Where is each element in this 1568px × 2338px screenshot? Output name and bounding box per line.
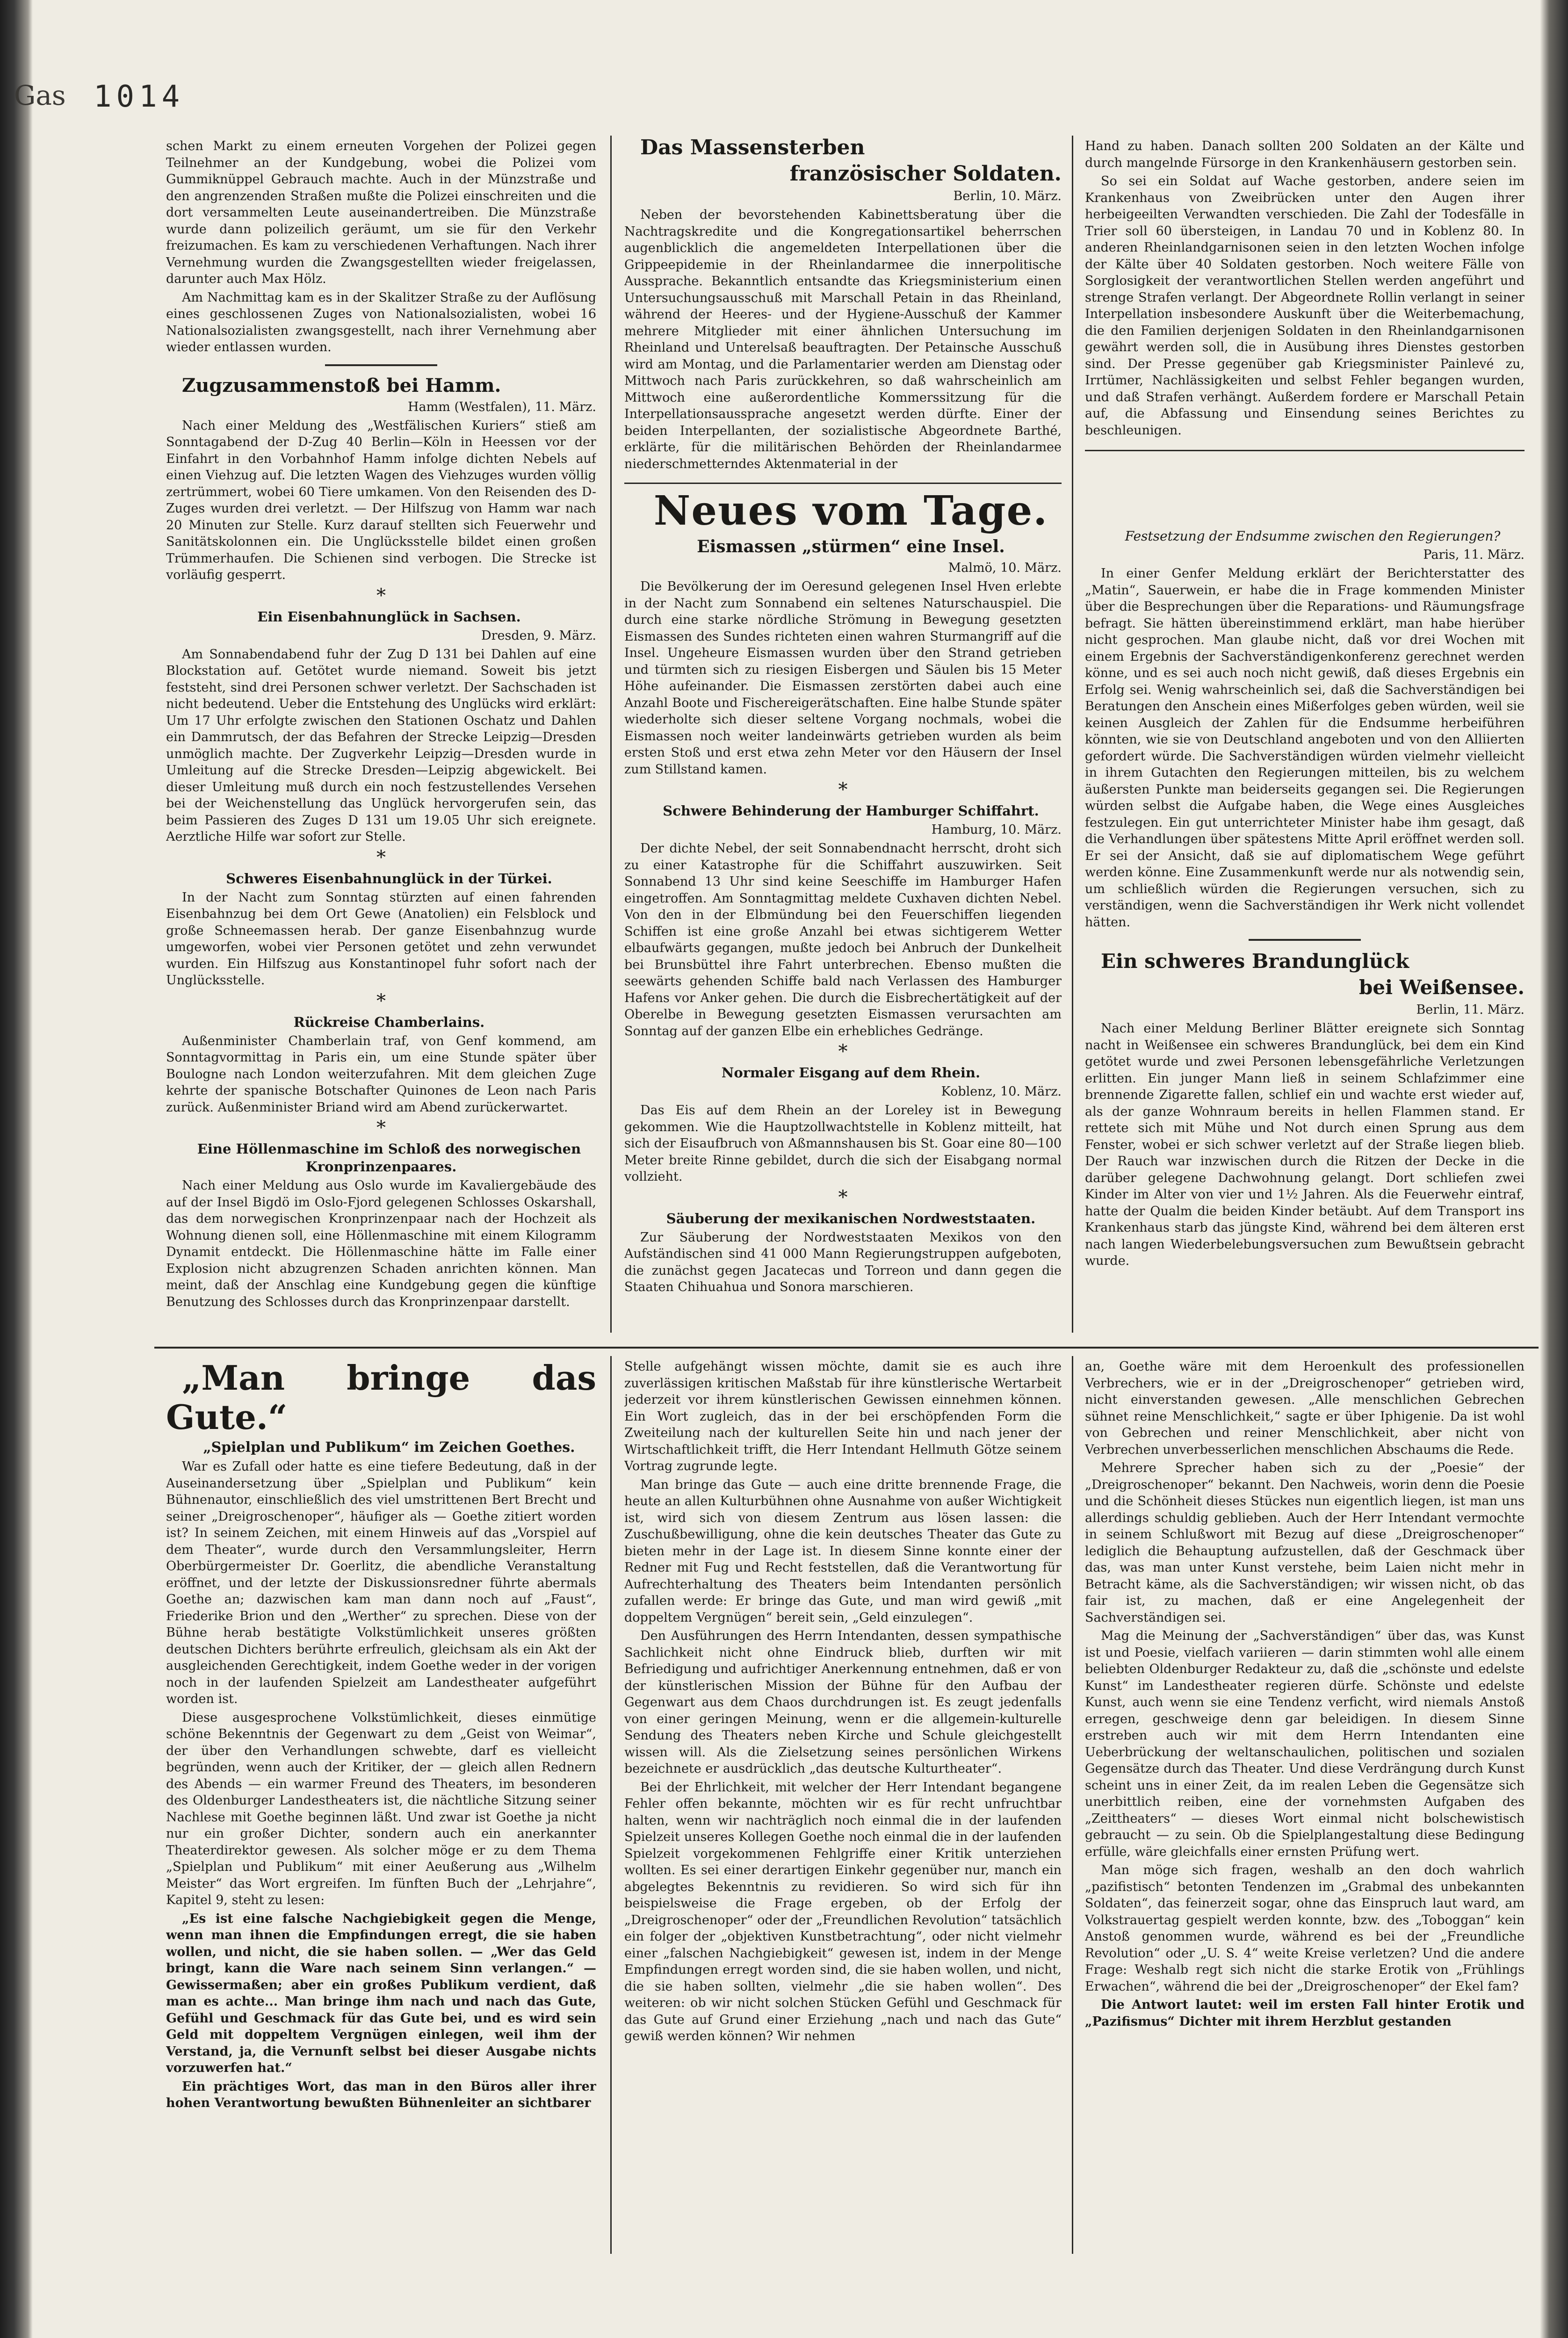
feuilleton-column-1 — [166, 1358, 596, 2275]
headline-endsumme: Festsetzung der Endsumme zwischen den Regierungen? — [1125, 528, 1501, 544]
article-paragraph: Nach einer Meldung Berliner Blätter ereignete sich Sonntag nacht in Weißensee ein schweres Brandunglück, bei dem ein Kind getötet wurde und zwei Personen lebensgefährliche Verletzungen erlitten. Ein junger Mann ließ in seinem Schlafzimmer eine brennende Zigarette fallen, schlief ein und wachte erst wieder auf, als der ganze Wohnraum bereits in hellen Flammen stand. Er rettete sich mit Mühe und Not durch einen Sprung aus dem Fenster, wobei er sich schwer verletzt auf der Straße liegen blieb. Der Rauch war inzwischen durch die Ritzen der Decke in die darüber gelegene Dachwohnung gelangt. Dort schliefen zwei Kinder im Alter von vier und 1½ Jahren. Als die Feuerwehr eintraf, hatte der Qualm die beiden Kinder betäubt. Auf dem Transport ins Krankenhaus starb das jüngste Kind, während bei dem älteren erst nach langen Wiederbelebungsversuchen zum Bewußtsein gebracht wurde. — [1085, 1021, 1525, 1268]
article-paragraph: War es Zufall oder hatte es eine tiefere Bedeutung, daß in der Auseinandersetzung über „Spielplan und Publikum“ kein Bühnenautor, einschließlich des viel umstrittenen Bert Brecht und seiner „Dreigroschenoper“, häufiger als — Goethe zitiert worden ist? In seinem Zeichen, mit einem Hinweis auf das „Vorspiel auf dem Theater“, wurde durch den Versammlungsleiter, Herrn Oberbürgermeister Dr. Goerlitz, die abendliche Veranstaltung eröffnet, und der letzte der Diskussionsredner führte abermals Goethe an; dazwischen kam man dann noch auf „Faust“, Friederike Brion und den „Werther“ zu sprechen. Diese von der Bühne herab bestätigte Volkstümlichkeit unseres größten deutschen Dichters berührte erfreulich, gleichsam als ein Akt der ausgleichenden Gerechtigkeit, indem Goethe weder in der vorigen noch in der laufenden Spielzeit am Landestheater aufgeführt worden ist. — [166, 1459, 596, 1706]
article-paragraph: Die Bevölkerung der im Oeresund gelegenen Insel Hven erlebte in der Nacht zum Sonnabend ein seltenes Naturschauspiel. Die durch eine starke nördliche Strömung in Bewegung gesetzten Eismassen des Sundes richteten einen wahren Sturmangriff auf die Insel. Ungeheure Eismassen wurden über den Strand getrieben und türmten sich zu riesigen Eisbergen und Säulen bis 15 Meter Höhe aufeinander. Die Eismassen zerstörten dabei auch eine Anzahl Boote und Fischereigerätschaften. Eine halbe Stunde später wiederholte sich dieser seltene Vorgang nochmals, wobei die Eismassen noch weiter landeinwärts getrieben wurden als beim ersten Stoß und erst etwa zehn Meter vor den Häusern der Insel zum Stillstand kamen. — [624, 579, 1062, 777]
article-paragraph: Nach einer Meldung des „Westfälischen Kuriers“ stieß am Sonntagabend der D-Zug 40 Berlin—Köln in Heessen vor der Einfahrt in den Vorbahnhof Hamm infolge dichten Nebels auf einen Viehzug auf. Die letzten Wagen des Viehzuges wurden völlig zertrümmert, wobei 60 Tiere umkamen. Von den Reisenden des D-Zuges wurden drei verletzt. — Der Hilfszug von Hamm war nach 20 Minuten zur Stelle. Kurz darauf stellten sich Feuerwehr und Sanitätskolonnen ein. Die Unglücksstelle bildet einen großen Trümmerhaufen. Die Schienen sind verbogen. Die Strecke ist vorläufig gesperrt. — [166, 418, 596, 582]
star-separator: * — [376, 1117, 386, 1139]
separator-rule — [1249, 939, 1361, 941]
dateline: Hamburg, 10. März. — [931, 823, 1062, 837]
article-paragraph: Mehrere Sprecher haben sich zu der „Poesie“ der „Dreigroschenoper“ bekannt. Den Nachweis, worin denn die Poesie und die Schönheit dieses Stückes nun eigentlich liegen, ist man uns allerdings schuldig geblieben. Auch der Herr Intendant vermochte in seinem Schlußwort mit Bezug auf diese „Dreigroschenoper“ lediglich die Behauptung aufzustellen, daß der Geschmack über das, was man unter Kunst verstehe, beim Laien nicht mehr in Betracht käme, als die Sachverständigen; wir wissen nicht, ob das fair ist, zu machen, daß er eine Angelegenheit der Sachverständigen sei. — [1085, 1461, 1525, 1625]
headline-brandunglueck-line2: bei Weißensee. — [1359, 976, 1525, 999]
dateline: Berlin, 11. März. — [1416, 1003, 1525, 1017]
star-separator: * — [838, 1186, 848, 1208]
edge-mark: Gas — [14, 79, 66, 111]
column-rule — [610, 136, 612, 1333]
separator-rule — [325, 364, 437, 366]
dateline: Malmö, 10. März. — [948, 561, 1062, 575]
article-paragraph: Das Eis auf dem Rhein an der Loreley ist in Bewegung gekommen. Wie die Hauptzollwachtstelle in Koblenz mitteilt, hat sich der Eisaufbruch von Aßmannshausen bis St. Goar eine 80—100 Meter breite Rinne gebildet, durch die sich der Eisabgang normal vollzieht. — [624, 1103, 1062, 1184]
headline-brandunglueck-line1: Ein schweres Brandunglück — [1101, 950, 1409, 973]
article-paragraph: Man bringe das Gute — auch eine dritte brennende Frage, die heute an allen Kulturbühnen ohne Ausnahme von außer Wichtigkeit ist, wird sich von diesem Zentrum aus lösen lassen: die Zuschußbewilligung, ohne die kein deutsches Theater das Gute zu bieten mehr in der Lage ist. In diesem Sinne konnte einer der Redner mit Fug und Recht feststellen, daß die Verantwortung für Aufrechterhaltung des Theaters beim Intendanten persönlich zufallen werde: Er bringe das Gute, und man wird gewiß „mit doppeltem Vergnügen“ bereit sein, „Geld einzulegen“. — [624, 1477, 1062, 1625]
section-rule — [1085, 450, 1525, 451]
article-paragraph: Mag die Meinung der „Sachverständigen“ über das, was Kunst ist und Poesie, vielfach variieren — darin stimmten wohl alle einem beliebten Oldenburger Redakteur zu, daß die „schönste und edelste Kunst“ im Landestheater regieren dürfe. Schönste und edelste Kunst, auch wenn sie eine Tendenz verficht, wird niemals Anstoß erregen, geschweige denn gar beleidigen. In diesem Sinne erstreben auch wir mit dem Herrn Intendanten eine Ueberbrückung der weltanschaulichen, politischen und sozialen Gegensätze durch das Theater. Und diese Verdrängung durch Kunst scheint uns in einer Zeit, da im realen Leben die Gegensätze sich unerbittlich reiben, eine der vornehmsten Aufgaben des „Zeittheaters“ — dieses Wort einmal nicht bolschewistisch gebraucht — zu sein. Ob die Spielplangestaltung diese Bedingung erfülle, wäre gleichfalls einer ernsten Prüfung wert. — [1085, 1629, 1525, 1859]
article-paragraph: Ein prächtiges Wort, das man in den Büros aller ihrer hohen Verantwortung bewußten Bühnenleiter an sichtbarer — [166, 2079, 596, 2110]
headline-hoellenmaschine: Eine Höllenmaschine im Schloß des norwegischen Kronprinzenpaares. — [197, 1141, 581, 1175]
article-paragraph: Außenminister Chamberlain traf, von Genf kommend, am Sonntagvormittag in Paris ein, um eine Stunde später über Boulogne nach London weiterzufahren. Mit dem gleichen Zuge kehrte der spanische Botschafter Quinones de Leon nach Paris zurück. Außenminister Briand wird am Abend zurückerwartet. — [166, 1033, 596, 1115]
headline-massensterben-line1: Das Massensterben — [640, 136, 865, 159]
star-separator: * — [376, 846, 386, 868]
dateline: Dresden, 9. März. — [481, 628, 596, 643]
article-paragraph: Zur Säuberung der Nordweststaaten Mexikos von den Aufständischen sind 41 000 Mann Regierungstruppen aufgeboten, die zunächst gegen Jacatecas und Torreon und dann gegen die Staaten Chihuahua und Sonora marschieren. — [624, 1230, 1062, 1294]
column-3 — [1085, 138, 1525, 1340]
column-rule — [1072, 136, 1073, 1333]
article-continuation: schen Markt zu einem erneuten Vorgehen der Polizei gegen Teilnehmer an der Kundgebung, wobei die Polizei vom Gummiknüppel Gebrauch machte. Auch in der Münzstraße und den angrenzenden Straßen mußte die Polizei einschreiten und die dort versammelten Leute auseinandertreiben. Die Münzstraße wurde dann polizeilich geräumt, um sie für den Verkehr freizumachen. Es kam zu verschiedenen Verhaftungen. Nach ihrer Vernehmung wurden die Zwangsgestellten wieder freigelassen, darunter auch Max Hölz. — [166, 139, 596, 286]
headline-mexiko: Säuberung der mexikanischen Nordweststaaten. — [666, 1210, 1036, 1227]
headline-hamburger-schiffahrt: Schwere Behinderung der Hamburger Schiffahrt. — [663, 803, 1039, 819]
feuilleton-subtitle: „Spielplan und Publikum“ im Zeichen Goethes. — [203, 1439, 575, 1456]
article-paragraph: Die Antwort lautet: weil im ersten Fall hinter Erotik und „Pazifismus“ Dichter mit ihrem Herzblut gestanden — [1085, 1998, 1525, 2029]
section-title-neues-vom-tage: Neues vom Tage. — [653, 487, 1048, 534]
dateline: Berlin, 10. März. — [953, 189, 1062, 203]
column-rule — [1072, 1356, 1073, 2254]
section-rule — [624, 483, 1062, 484]
dateline: Hamm (Westfalen), 11. März. — [408, 399, 596, 414]
column-2 — [624, 136, 1062, 1337]
feuilleton-column-3 — [1085, 1358, 1525, 2275]
page-number: 1014 — [94, 79, 185, 114]
feuilleton-column-2 — [624, 1358, 1062, 2275]
feuilleton-rule — [154, 1347, 1539, 1349]
headline-eismassen: Eismassen „stürmen“ eine Insel. — [697, 537, 1005, 556]
quotation: „Es ist eine falsche Nachgiebigkeit gegen die Menge, wenn man ihnen die Empfindungen erregt, die sie haben wollen, und nicht, die sie haben sollen. — „Wer das Geld bringt, kann die Ware nach seinem Sinn verlangen.“ — Gewissermaßen; aber ein großes Publikum verdient, daß man es achte... Man bringe ihm nach und nach das Gute, Gefühl und Geschmack für das Gute bei, und es wird sein Geld mit doppeltem Vergnügen einlegen, weil ihm der Verstand, ja, die Vernunft selbst bei dieser Ausgabe nichts vorzuwerfen hat.“ — [166, 1911, 596, 2075]
column-rule — [610, 1356, 612, 2254]
star-separator: * — [838, 1041, 848, 1062]
article-paragraph: Am Nachmittag kam es in der Skalitzer Straße zu der Auflösung eines geschlossenen Zuges von Nationalsozialisten, wobei 16 Nationalsozialisten zwangsgestellt, nach ihrer Vernehmung aber wieder entlassen wurden. — [166, 290, 596, 354]
article-paragraph: Stelle aufgehängt wissen möchte, damit sie es auch ihre zuverlässigen kritischen Maßstab für ihre künstlerische Wertarbeit jederzeit vor ihrem künstlerischen Gewissen einnehmen können. Ein Wort zugleich, das in der bei erschöpfenden Form die Zweiteilung nach der kulturellen Seite hin und nach jener der Wirtschaftlichkeit trifft, die Herr Intendant Hellmuth Götze seinem Vortrag zugrunde legte. — [624, 1359, 1062, 1473]
headline-massensterben-line2: französischer Soldaten. — [789, 162, 1062, 186]
dateline: Koblenz, 10. März. — [941, 1084, 1062, 1099]
article-paragraph: Der dichte Nebel, der seit Sonnabendnacht herrscht, droht sich zu einer Katastrophe für die Schiffahrt auszuwirken. Seit Sonnabend 13 Uhr sind keine Seeschiffe im Hamburger Hafen eingetroffen. Am Sonntagmittag meldete Cuxhaven dichten Nebel. Von den in der Elbmündung bei den Feuerschiffen liegenden Schiffen ist eine große Anzahl bei etwas sichtigerem Wetter elbaufwärts gegangen, mußte jedoch bei Anbruch der Dunkelheit bei Brunsbüttel ihre Fahrt unterbrechen. Ebenso mußten die seewärts gehenden Schiffe bald nach Verlassen des Hamburger Hafens vor Anker gehen. Die durch die Eisbrechertätigkeit auf der Oberelbe in Bewegung gesetzten Eismassen verursachten am Sonntag auf der ganzen Elbe ein erhebliches Gedränge. — [624, 841, 1062, 1039]
headline-eisgang-rhein: Normaler Eisgang auf dem Rhein. — [721, 1065, 981, 1081]
article-paragraph: So sei ein Soldat auf Wache gestorben, andere seien im Krankenhaus von Zweibrücken unter den Augen ihrer herbeigeeilten Verwandten verschieden. Die Zahl der Todesfälle in Trier soll 60 übersteigen, in Landau 70 und in Koblenz 80. In anderen Rheinlandgarnisonen seien in den letzten Wochen infolge der Kälte über 40 Soldaten gestorben. Noch weitere Fälle von Sorglosigkeit der verantwortlichen Stellen werden angeführt und strenge Strafen verlangt. Der Abgeordnete Rollin verlangt in seiner Interpellation insbesondere Auskunft über die Weiterbemachung, die den Familien derjenigen Soldaten in den Rheinlandgarnisonen gewährt werden soll, die in Ausübung ihres Dienstes gestorben sind. Der Presse gegenüber gab Kriegsminister Painlevé zu, Irrtümer, Nachlässigkeiten und selbst Fehler begangen wurden, und daß Strafen verhängt. Außerdem fordere er Marschall Petain auf, die Abfassung und Einsendung seines Berichtes zu beschleunigen. — [1085, 174, 1525, 438]
article-paragraph: In der Nacht zum Sonntag stürzten auf einen fahrenden Eisenbahnzug bei dem Ort Gewe (Anatolien) ein Felsblock und große Schneemassen herab. Der ganze Eisenbahnzug wurde umgeworfen, wobei vier Personen getötet und zehn verwundet wurden. Ein Hilfszug aus Konstantinopel fuhr sofort nach der Unglücksstelle. — [166, 890, 596, 988]
article-continuation: Hand zu haben. Danach sollten 200 Soldaten an der Kälte und durch mangelnde Fürsorge in den Krankenhäusern gestorben sein. — [1085, 139, 1525, 170]
headline-sachsen: Ein Eisenbahnunglück in Sachsen. — [257, 608, 521, 625]
spacer — [1085, 458, 1525, 528]
article-paragraph: Neben der bevorstehenden Kabinettsberatung über die Nachtragskredite und die Kongregationsartikel beherrschen augenblicklich die angemeldeten Interpellationen über die Grippeepidemie in der Rheinlandarmee die innerpolitische Aussprache. Bekanntlich entsandte das Kriegsministerium einen Untersuchungsausschuß mit Marschall Petain in das Rheinland, während der Heeres- und der Hygiene-Ausschuß der Kammer mehrere Mitglieder mit einer ähnlichen Untersuchung im Rheinland und Unterelsaß beauftragten. Der Petainsche Ausschuß wird am Montag, und die Parlamentarier werden am Dienstag oder Mittwoch nach Paris zurückkehren, so daß wahrscheinlich am Mittwoch eine außerordentliche Kommerssitzung für die Interpellationsaussprache angesetzt werden dürfte. Einer der beiden Interpellanten, der sozialistische Abgeordnete Barthé, erklärte, für die militärischen Behörden der Rheinlandarmee niederschmetterndes Aktenmaterial in der — [624, 208, 1062, 471]
dateline: Paris, 11. März. — [1423, 548, 1525, 562]
headline-hamm: Zugzusammenstoß bei Hamm. — [182, 374, 501, 397]
article-paragraph: an, Goethe wäre mit dem Heroenkult des professionellen Verbrechers, wie er in der „Dreigroschenoper“ getrieben wird, nicht einverstanden gewesen. „Alle menschlichen Gebrechen sühnet reine Menschlichkeit,“ sagte er über Iphigenie. Da ist wohl von Gebrechen und reiner Menschlichkeit, aber nicht von Verbrechen unverbesserlichen menschlichen Abschaums die Rede. — [1085, 1359, 1525, 1457]
column-1 — [166, 138, 596, 1340]
star-separator: * — [376, 990, 386, 1012]
feuilleton-title: „Man bringe das Gute.“ — [166, 1358, 596, 1437]
left-binding-edge — [0, 0, 33, 2338]
headline-chamberlain: Rückreise Chamberlains. — [293, 1014, 485, 1030]
article-paragraph: Am Sonnabendabend fuhr der Zug D 131 bei Dahlen auf eine Blockstation auf. Getötet wurde niemand. Soweit bis jetzt feststeht, sind drei Personen schwer verletzt. Der Sachschaden ist nicht bedeutend. Ueber die Entstehung des Unglücks wird erklärt: Um 17 Uhr erfolgte zwischen den Stationen Oschatz und Dahlen ein Dammrutsch, der das Befahren der Strecke Leipzig—Dresden unmöglich machte. Der Zugverkehr Leipzig—Dresden wurde in Umleitung auf die Strecke Dresden—Leipzig abgewickelt. Bei dieser Umleitung muß durch ein noch festzustellendes Versehen bei der Weichenstellung das Unglück hervorgerufen sein, das beim Passieren des Zuges D 131 um 19.05 Uhr sich ereignete. Aerztliche Hilfe war sofort zur Stelle. — [166, 647, 596, 844]
article-paragraph: Den Ausführungen des Herrn Intendanten, dessen sympathische Sachlichkeit nicht ohne Eindruck blieb, durften wir mit Befriedigung und aufrichtiger Anerkennung entnehmen, daß er von der künstlerischen Mission der Bühne für den Aufbau der Gegenwart aus dem Chaos durchdrungen ist. Es zeugt jedenfalls von einer geringen Meinung, wenn er die allgemein-kulturelle Sendung des Theaters neben Kirche und Schule gleichgestellt wissen will. Als die Zielsetzung seines persönlichen Wirkens bezeichnete er ausdrücklich „das deutsche Kulturtheater“. — [624, 1629, 1062, 1776]
article-paragraph: In einer Genfer Meldung erklärt der Berichterstatter des „Matin“, Sauerwein, er habe die in Frage kommenden Minister über die Besprechungen über die Reparations- und Räumungsfrage befragt. Sie hätten übereinstimmend erklärt, man habe hierüber nicht gesprochen. Man glaube nicht, daß vor drei Wochen mit einem Ergebnis der Sachverständigenkonferenz gerechnet werden könne, und es sei auch noch nicht gewiß, daß dieses Ergebnis ein Erfolg sei. Wenig wahrscheinlich sei, daß die Sachverständigen bei Beratungen den Anschein eines Mißerfolges geben würden, weil sie keinen Ausgleich der Zahlen für die Endsumme herbeiführen könnten, wie sie von Deutschland angeboten und von den Alliierten gefordert würde. Die Sachverständigen würden vielmehr vielleicht in ihrem Gutachten den Regierungen mitteilen, bis zu welchem äußersten Punkte man beiderseits gegangen sei. Die Regierungen würden selbst die Aufgabe haben, die Wege eines Ausgleiches festzulegen. Ein gut unterrichteter Minister habe ihm gesagt, daß die Verhandlungen über spätestens Mitte April eröffnet werden soll. Er sei der Ansicht, daß sie auf diplomatischem Wege geführt werden könne. Eine Zusammenkunft werde nur als notwendig sein, um schließlich würden die Regierungen versuchen, sich zu verständigen, wenn die Sachverständigen ihr Werk nicht vollendet hätten. — [1085, 566, 1525, 930]
article-paragraph: Nach einer Meldung aus Oslo wurde im Kavaliergebäude des auf der Insel Bigdö im Oslo-Fjord gelegenen Schlosses Oskarshall, das dem norwegischen Kronprinzenpaar nach der Hochzeit als Wohnung dienen soll, eine Höllenmaschine mit einem Kilogramm Dynamit entdeckt. Die Höllenmaschine hätte im Falle einer Explosion nicht abzugrenzen Schaden anrichten können. Man meint, daß der Anschlag eine Kundgebung gegen die künftige Benutzung des Schlosses durch das Kronprinzenpaar darstellt. — [166, 1178, 596, 1309]
article-paragraph: Bei der Ehrlichkeit, mit welcher der Herr Intendant begangene Fehler offen bekannte, möchten wir es für recht unfruchtbar halten, wenn wir nachträglich noch einmal die in der laufenden Spielzeit unseres Kollegen Goethe noch einmal die in der laufenden Spielzeit vorgekommenen Fehlgriffe einer Kritik unterziehen wollten. Es sei einer derartigen Einkehr gegenüber nur, manch ein abgelegtes Bekenntnis zu revidieren. So wird sich für ihn beispielsweise die Frage ergeben, ob der Erfolg der „Dreigroschenoper“ oder der „Freundlichen Revolution“ tatsächlich ein folger der „objektiven Kunstbetrachtung“, oder nicht vielmehr einer „falschen Nachgiebigkeit“ gewesen ist, indem in der Menge Empfindungen erregt worden sind, die sie haben wollen, und nicht, die sie haben sollten, vielmehr „die sie haben wollen“. Des weiteren: ob wir nicht solchen Stücken Gefühl und Geschmack für das Gute auf Grund einer Erziehung „nach und nach das Gute“ gewiß werden können? Wir nehmen — [624, 1780, 1062, 2043]
star-separator: * — [838, 779, 848, 801]
article-paragraph: Man möge sich fragen, weshalb an den doch wahrlich „pazifistisch“ betonten Tendenzen im „Grabmal des unbekannten Soldaten“, das feinerzeit sogar, ohne das Einspruch laut ward, am Volkstrauertag gespielt werden konnte, bzw. des „Toboggan“ kein Anstoß genommen wurde, während es bei der „Freundliche Revolution“ oder „U. S. 4“ weite Kreise verletzen? Und die andere Frage: Weshalb regt sich nicht die starke Erotik von „Frühlings Erwachen“, während die bei der „Dreigroschenoper“ der Ekel fam? — [1085, 1863, 1525, 1994]
article-paragraph: Diese ausgesprochene Volkstümlichkeit, dieses einmütige schöne Bekenntnis der Gegenwart zu dem „Geist von Weimar“, der über den Verhandlungen schwebte, darf es vielleicht begründen, wenn auch der Kritiker, der — gleich allen Rednern des Abends — ein warmer Freund des Theaters, im besonderen des Oldenburger Landestheaters ist, die nächtliche Sitzung seiner Nachlese mit Goethe beginnen läßt. Und zwar ist Goethe ja nicht nur ein großer Dichter, sondern auch ein anerkannter Theaterdirektor gewesen. Als solcher möge er zu dem Thema „Spielplan und Publikum“ mit einer Aeußerung aus „Wilhelm Meister“ das Wort ergreifen. Im fünften Buch der „Lehrjahre“, Kapitel 9, steht zu lesen: — [166, 1710, 596, 1907]
right-binding-edge — [1540, 0, 1568, 2338]
star-separator: * — [376, 584, 386, 606]
headline-tuerkei: Schweres Eisenbahnunglück in der Türkei. — [226, 870, 552, 887]
